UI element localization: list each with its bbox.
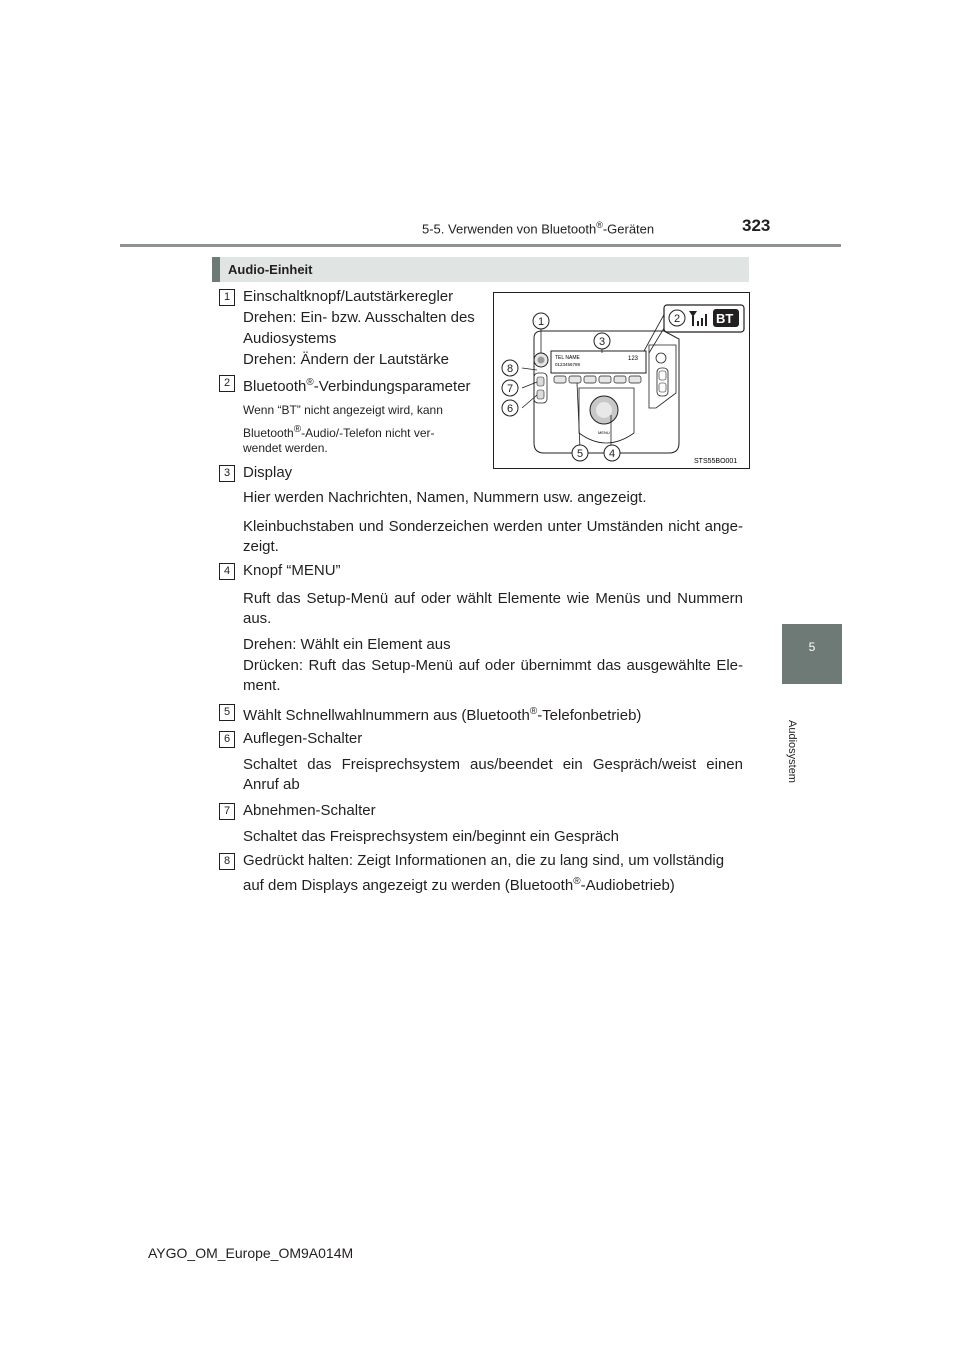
item-4-title: Knopf “MENU” <box>243 562 341 579</box>
callout-8: 8 <box>506 363 514 375</box>
item-7-title: Abnehmen-Schalter <box>243 802 376 819</box>
section-heading-accent <box>212 257 220 282</box>
registered-mark: ® <box>293 424 302 435</box>
item-2-title-suffix: -Verbindungsparameter <box>313 378 471 395</box>
callout-3: 3 <box>598 336 606 348</box>
item-3-paragraph: Kleinbuchstaben und Sonderzeichen werden unter Umständen nicht ange-zeigt. <box>243 518 743 555</box>
item-2-title-prefix: Bluetooth <box>243 378 307 395</box>
note-text: Bluetooth <box>243 426 294 440</box>
callout-1: 1 <box>537 316 545 328</box>
item-2-title <box>243 373 471 397</box>
display-line1: TEL NAME <box>555 355 580 361</box>
registered-mark: ® <box>573 876 581 887</box>
item-8-text: auf dem Displays angezeigt zu werden (Bluetooth <box>243 877 574 894</box>
display-line2: 0123456789 <box>555 362 581 367</box>
item-3-paragraph: Hier werden Nachrichten, Namen, Nummern usw. angezeigt. <box>243 489 647 506</box>
bt-indicator-label: BT <box>716 311 734 326</box>
document-footer: AYGO_OM_Europe_OM9A014M <box>148 1245 354 1261</box>
item-number-1: 1 <box>219 289 235 306</box>
item-number-8: 8 <box>219 853 235 870</box>
item-number-7: 7 <box>219 803 235 820</box>
item-3-title: Display <box>243 464 293 481</box>
item-number-4: 4 <box>219 563 235 580</box>
display-count: 123 <box>628 356 639 362</box>
item-6-paragraph: Schaltet das Freisprechsystem aus/beendet ein Gespräch/weist einen Anruf ab <box>243 756 743 793</box>
item-number-6: 6 <box>219 731 235 748</box>
chapter-label-text: Audiosystem <box>786 720 798 783</box>
registered-mark: ® <box>529 706 538 717</box>
note-text: -Audio/-Telefon nicht ver- <box>301 426 435 440</box>
item-5-title-suffix: -Telefonbetrieb) <box>537 707 642 724</box>
callout-6: 6 <box>506 403 514 415</box>
item-7-paragraph: Schaltet das Freisprechsystem ein/beginnt ein Gespräch <box>243 828 620 845</box>
figure-code: STS55BO001 <box>694 458 738 465</box>
callout-2: 2 <box>673 313 681 325</box>
registered-mark: ® <box>596 220 603 230</box>
item-2-note-line1: Wenn “BT” nicht angezeigt wird, kann <box>243 403 443 417</box>
item-4-paragraph: Drehen: Wählt ein Element aus <box>243 636 451 653</box>
header-divider <box>120 244 841 247</box>
callout-7: 7 <box>506 383 514 395</box>
header-text: 5-5. Verwenden von Bluetooth <box>422 221 597 237</box>
item-8-line1: Gedrückt halten: Zeigt Informationen an, die zu lang sind, um vollständig <box>243 852 725 869</box>
item-5-title-prefix: Wählt Schnellwahlnummern aus (Bluetooth <box>243 707 530 724</box>
section-title: Audio-Einheit <box>228 262 313 277</box>
item-1-line: Drehen: Ändern der Lautstärke <box>243 351 449 368</box>
callout-5: 5 <box>576 448 584 460</box>
item-number-2: 2 <box>219 375 235 392</box>
item-5-title <box>243 702 641 726</box>
callout-4: 4 <box>608 448 616 460</box>
item-number-5: 5 <box>219 704 235 721</box>
item-number-3: 3 <box>219 465 235 482</box>
item-8-line2 <box>243 872 743 896</box>
chapter-tab-number: 5 <box>808 640 816 654</box>
page-number: 323 <box>742 216 771 235</box>
item-1-line: Audiosystems <box>243 330 337 347</box>
item-8-text: -Audiobetrieb) <box>580 877 675 894</box>
item-6-title: Auflegen-Schalter <box>243 730 363 747</box>
chapter-tab <box>782 624 842 684</box>
item-2-note-line3: wendet werden. <box>243 441 328 455</box>
item-1-title: Einschaltknopf/Lautstärkeregler <box>243 288 454 305</box>
registered-mark: ® <box>306 377 314 388</box>
item-4-paragraph: Ruft das Setup-Menü auf oder wählt Elemente wie Menüs und Nummern aus. <box>243 590 743 627</box>
menu-knob-label: MENU <box>598 430 610 435</box>
item-1-line: Drehen: Ein- bzw. Ausschalten des <box>243 309 475 326</box>
item-4-paragraph: Drücken: Ruft das Setup-Menü auf oder übernimmt das ausgewählte Ele-ment. <box>243 657 743 694</box>
header-text-suffix: -Geräten <box>602 221 655 237</box>
chapter-tab-label <box>784 720 808 820</box>
running-header <box>422 220 654 236</box>
